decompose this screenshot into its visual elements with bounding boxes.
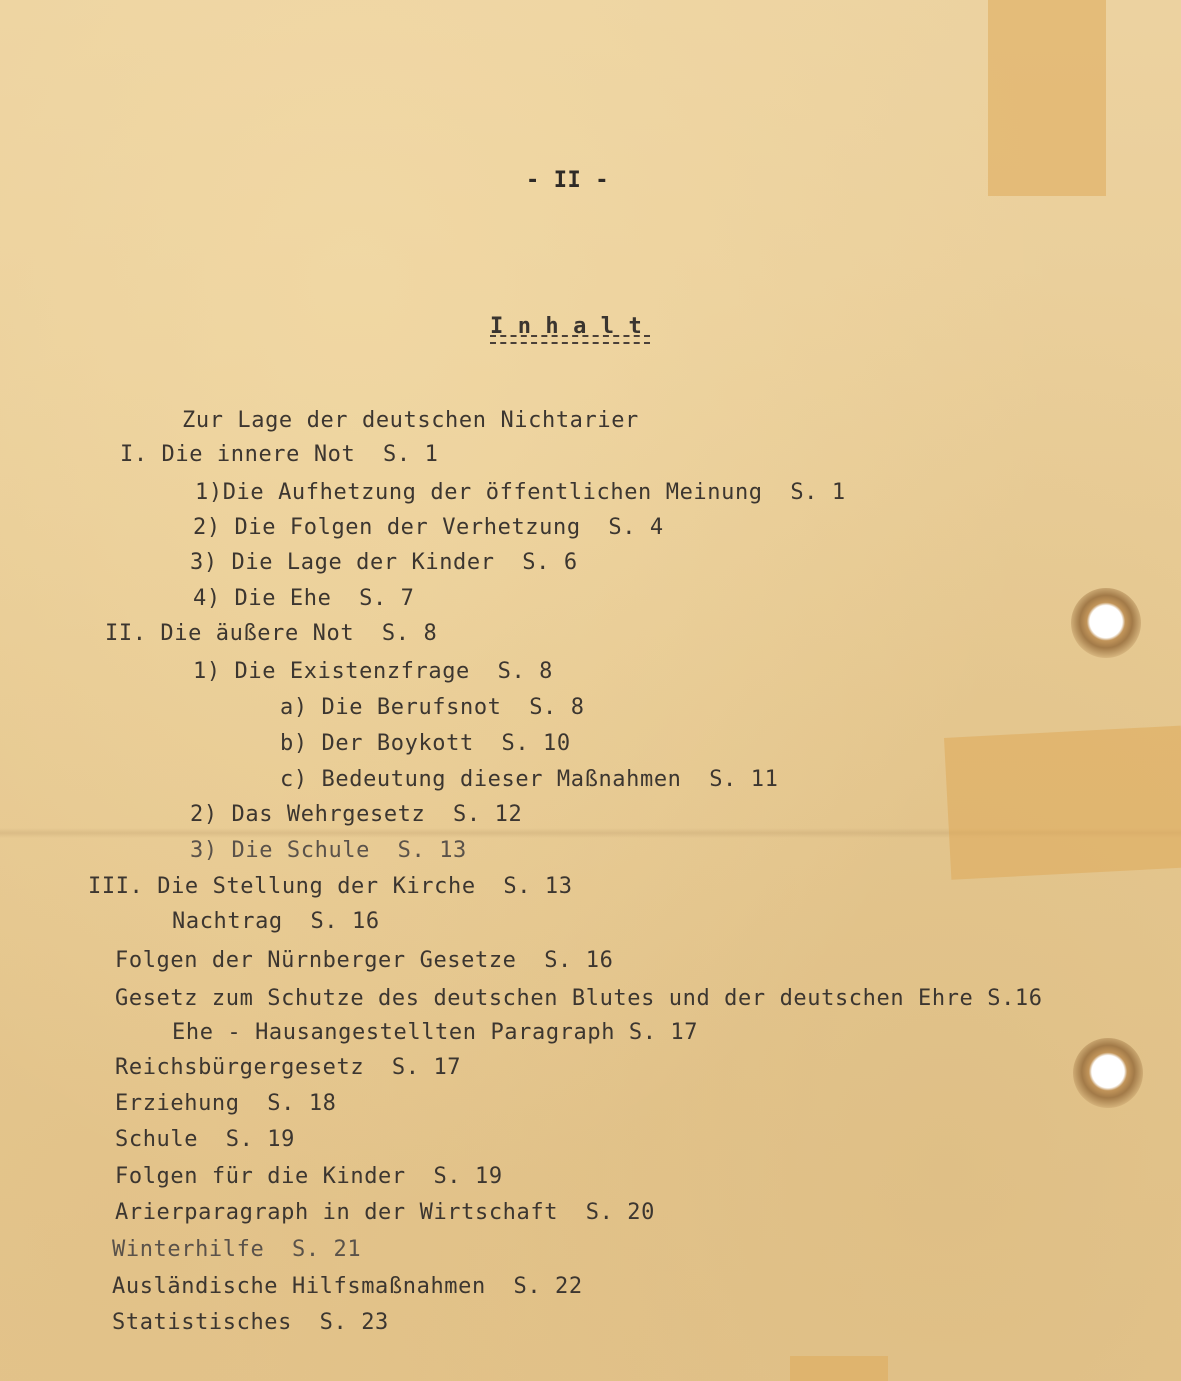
toc-item-1-1: 1)Die Aufhetzung der öffentlichen Meinung S. 1 xyxy=(195,480,846,505)
toc-appendix-item-10: Statistisches S. 23 xyxy=(112,1310,389,1335)
adhesive-tape-middle xyxy=(944,726,1181,880)
toc-appendix-item-8: Winterhilfe S. 21 xyxy=(112,1237,362,1262)
toc-appendix-subitem: Ehe - Hausangestellten Paragraph S. 17 xyxy=(172,1020,699,1045)
page-number: - II - xyxy=(526,168,610,193)
toc-heading: Zur Lage der deutschen Nichtarier xyxy=(182,408,639,433)
toc-section-1: I. Die innere Not S. 1 xyxy=(120,442,439,467)
adhesive-tape-top xyxy=(988,0,1106,196)
toc-item-2-2: 2) Das Wehrgesetz S. 12 xyxy=(190,802,523,827)
toc-item-2-3: 3) Die Schule S. 13 xyxy=(190,838,467,863)
toc-appendix-item-9: Ausländische Hilfsmaßnahmen S. 22 xyxy=(112,1274,583,1299)
toc-item-1-4: 4) Die Ehe S. 7 xyxy=(193,586,415,611)
toc-section-3: III. Die Stellung der Kirche S. 13 xyxy=(88,874,573,899)
toc-subitem-2-1-a: a) Die Berufsnot S. 8 xyxy=(280,695,585,720)
toc-item-2-1: 1) Die Existenzfrage S. 8 xyxy=(193,659,553,684)
toc-appendix-item-7: Arierparagraph in der Wirtschaft S. 20 xyxy=(115,1200,655,1225)
toc-appendix-item-1: Folgen der Nürnberger Gesetze S. 16 xyxy=(115,948,614,973)
toc-appendix: Nachtrag S. 16 xyxy=(172,909,380,934)
toc-appendix-item-2: Gesetz zum Schutze des deutschen Blutes und der deutschen Ehre S.16 xyxy=(115,986,1043,1011)
toc-subitem-2-1-b: b) Der Boykott S. 10 xyxy=(280,731,571,756)
toc-appendix-item-5: Schule S. 19 xyxy=(115,1127,295,1152)
toc-title: I n h a l t xyxy=(490,314,643,339)
title-double-underline xyxy=(490,335,650,344)
toc-appendix-item-3: Reichsbürgergesetz S. 17 xyxy=(115,1055,462,1080)
toc-item-1-2: 2) Die Folgen der Verhetzung S. 4 xyxy=(193,515,664,540)
adhesive-tape-bottom xyxy=(790,1356,888,1381)
toc-section-2: II. Die äußere Not S. 8 xyxy=(105,621,438,646)
toc-item-1-3: 3) Die Lage der Kinder S. 6 xyxy=(190,550,578,575)
punch-hole-upper xyxy=(1071,588,1141,658)
toc-subitem-2-1-c: c) Bedeutung dieser Maßnahmen S. 11 xyxy=(280,767,779,792)
toc-appendix-item-6: Folgen für die Kinder S. 19 xyxy=(115,1164,503,1189)
punch-hole-lower xyxy=(1073,1038,1143,1108)
toc-appendix-item-4: Erziehung S. 18 xyxy=(115,1091,337,1116)
